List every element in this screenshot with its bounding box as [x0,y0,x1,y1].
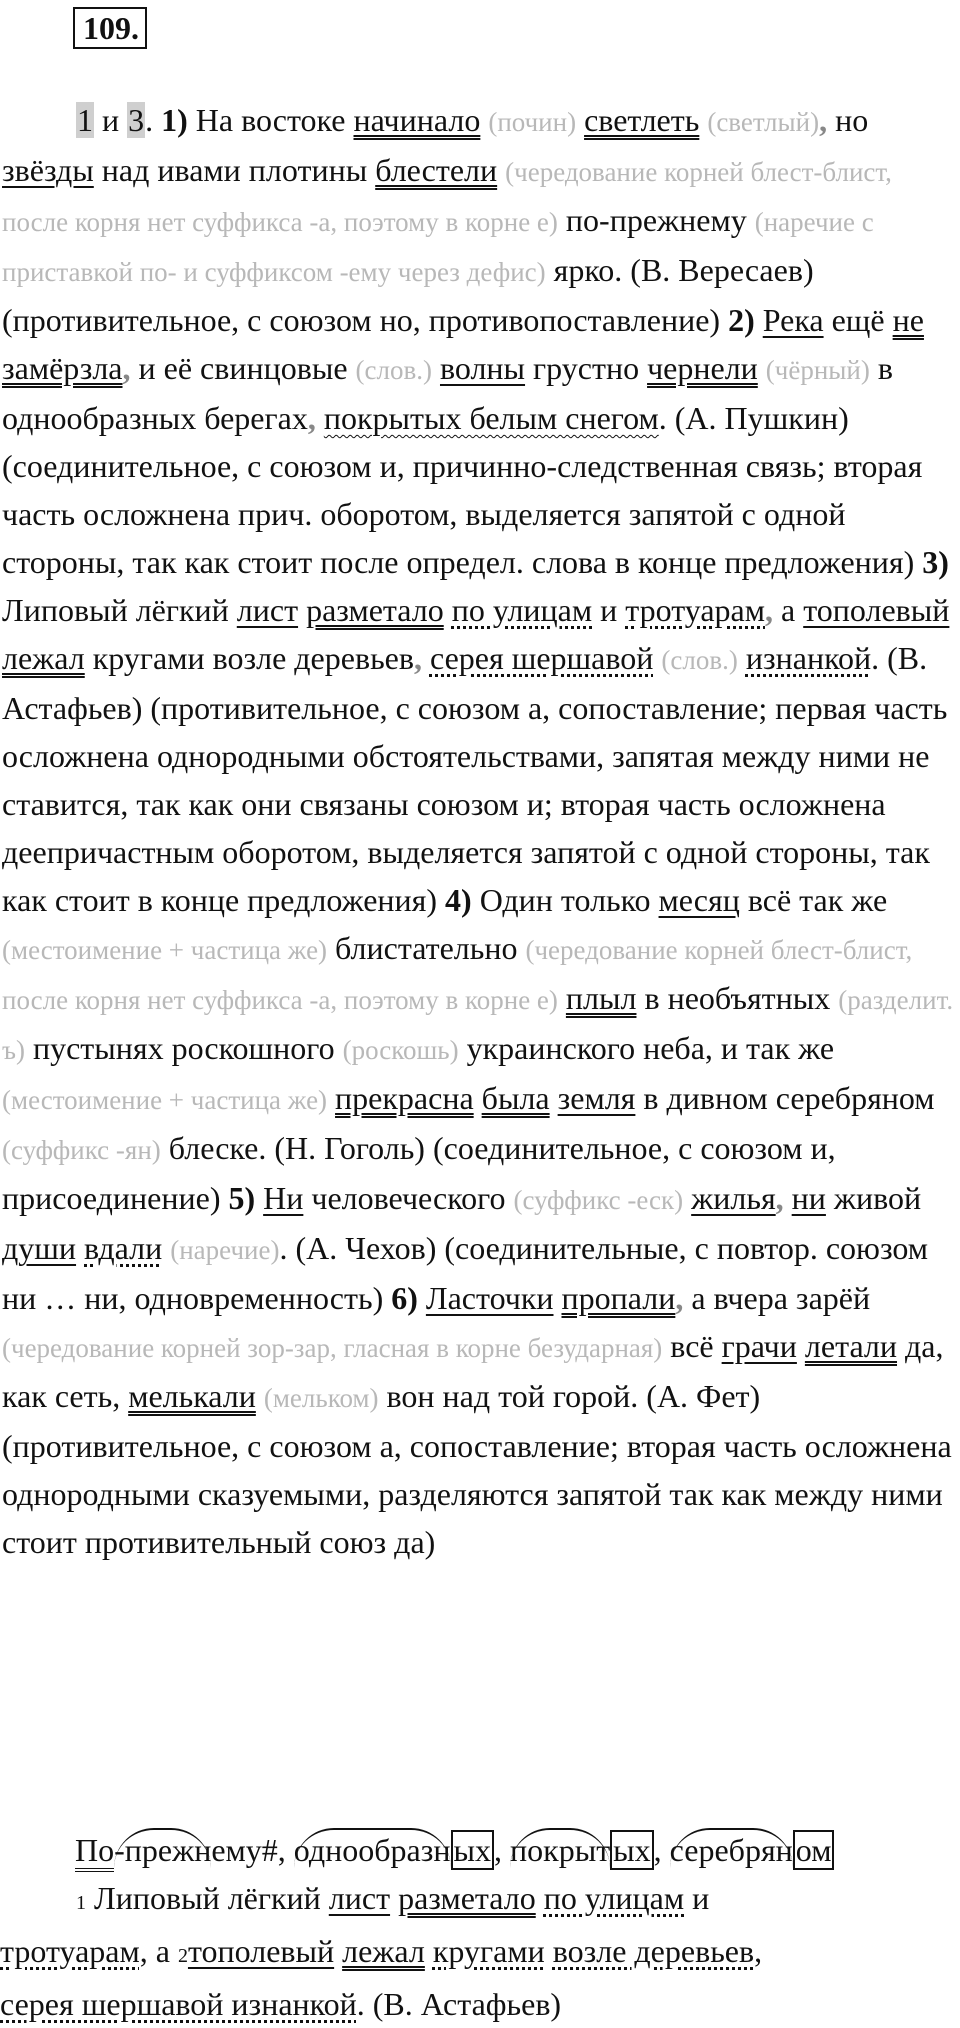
morph-null-ending: # [261,1832,278,1868]
predicate-prekrasna: прекрасна [335,1080,474,1116]
subject-mesyac: месяц [658,882,740,918]
sentence-3-num: 3) [922,544,949,580]
subject-list: лист [236,592,299,628]
scheme-adverbial-4: возле деревьев [552,1933,755,1969]
scheme-adverbial-3: кругами [432,1933,545,1969]
predicate-svetlet: светлеть [584,102,700,138]
morph-root: однообразн [294,1828,451,1868]
adverbial-po-ulicam: по улицам [451,592,593,628]
morph-word-odnoobraznyh [294,1826,494,1874]
conjunction-ni-1: Ни [263,1180,304,1216]
exercise-number: 109. [73,7,147,49]
morph-ending: ом [793,1830,835,1870]
conjunction-ni-2: ни [791,1180,826,1216]
subject-dushi: души [2,1230,77,1266]
part-marker-3: 3 [128,102,145,138]
predicate-propali: пропали [561,1280,676,1316]
adverbial-trotuaram: тротуарам [625,592,765,628]
sentence-4-num: 4) [445,882,472,918]
predicate-razmetalo: разметало [306,592,444,628]
predicate-lezhal: лежал [2,640,85,676]
morph-root: покрыт [510,1828,610,1868]
exercise-paragraph: 1 и 3. 1) На востоке начинало (почин) светлеть (светлый), но звёзды над ивами плотины блестели (чередование корней блест-блист, после корня нет суффикса -а, поэтому в корне е) по-прежнему (наречие с приставкой по- и суффиксом -ему через дефис) ярко. (В. Вересаев) (противительное, с союзом но, противопоставление) 2) Река ещё не замёрзла, и её свинцовые (слов.) волны грустно чернели (чёрный) в однообразных берегах, покрытых белым снегом. (А. Пушкин) (соединительное, с союзом и, причинно-следственная связь; вторая часть осложнена прич. оборотом, выделяется запятой с одной стороны, так как стоит после определ. слова в конце предложения) 3) Липовый лёгкий лист разметало по улицам и тротуарам, а тополевый лежал кругами возле деревьев, серея шершавой (слов.) изнанкой. (В. Астафьев) (противительное, с союзом а, сопоставление; первая часть осложнена однородными обстоятельствами, запятая между ними не ставится, так как они связаны союзом и; вторая часть осложнена деепричастным оборотом, выделяется запятой с одной стороны, так как стоит в конце предложения) 4) Один только месяц всё так же (местоимение + частица же) блистательно (чередование корней блест-блист, после корня нет суффикса -а, поэтому в корне е) плыл в необъятных (разделит. ъ) пустынях роскошного (роскошь) украинского неба, и так же (местоимение + частица же) прекрасна была земля в дивном серебряном (суффикс -ян) блеске. (Н. Гоголь) (соединительное, с союзом и, присоединение) 5) Ни человеческого (суффикс -еск) жилья, ни живой души вдали (наречие). (А. Чехов) (соединительные, с повтор. союзом ни … ни, одновременность) 6) Ласточки пропали, а вчера зарёй (чередование корней зор-зар, гласная в корне безударная) всё грачи летали да, как сеть, мелькали (мельком) вон над той горой. (А. Фет) (противительное, с союзом а, сопоставление; вторая часть осложнена однородными сказуемыми, разделяются запятой так как между ними стоит противительный союз да) [2,102,954,1560]
scheme-adverbial-2: тротуарам [0,1933,140,1969]
subject-reka: Река [762,302,824,338]
word-poprezhnemu: по-прежнему [565,202,747,238]
scheme-subject-2: тополевый [187,1933,335,1969]
predicate-nachinalo: начинало [353,102,481,138]
sentence-2-num: 2) [728,302,755,338]
scheme-subject-1: лист [328,1880,391,1916]
morph-suffix: ему [211,1832,262,1868]
scheme-adverbial-1: по улицам [543,1880,685,1916]
morph-ending: ых [610,1830,654,1870]
sentence-scheme [0,1874,960,2028]
predicate-plyl: плыл [565,980,637,1016]
morph-word-poprezhnemu [75,1826,278,1874]
gerund-phrase-end: изнанкой [745,640,872,676]
predicate-blesteli: блестели [375,152,498,188]
sentence-5-num: 5) [228,1180,256,1216]
sentence-6-num: 6) [391,1280,418,1316]
predicate-cherneli: чернели [647,350,758,386]
subject-grachi: грачи [721,1328,797,1364]
scheme-line-3: серея шершавой изнанкой. (В. Астафьев) [0,1986,562,2022]
morpheme-analysis: По-прежнему#, однообразных, покрытых, серебряном [75,1826,834,1874]
exercise-text [2,96,958,1566]
subject-zemlya: земля [557,1080,636,1116]
scheme-line-2: тротуарам, а 2тополевый лежал кругами возле деревьев, [0,1933,763,1969]
morph-root: серебрян [670,1828,793,1868]
scheme-predicate-1: разметало [398,1880,536,1916]
predicate-melkali: мелькали [128,1378,256,1414]
morph-root: -прежн [114,1828,211,1868]
scheme-line-1: 1 Липовый лёгкий лист разметало по улицам и [76,1880,710,1916]
gerund-phrase: серея шершавой [429,640,654,676]
morph-word-pokrytyh [510,1826,654,1874]
scheme-gerund-phrase: серея шершавой изнанкой [0,1986,357,2022]
morph-ending: ых [451,1830,495,1870]
morph-prefix: По [75,1832,114,1872]
subject-lastochki: Ласточки [425,1280,554,1316]
morph-word-serebryanom [670,1826,835,1874]
subject-topolevyj: тополевый [803,592,950,628]
subject-zhilya: жилья [691,1180,776,1216]
participial-phrase: покрытых белым снегом [323,400,659,436]
subject-zvezdy: звёзды [2,152,94,188]
predicate-letali: летали [804,1328,898,1364]
part-marker-1: 1 [77,102,93,138]
scheme-predicate-2: лежал [342,1933,425,1969]
sentence-1-num: 1) [161,102,188,138]
subject-volny: волны [439,350,526,386]
predicate-byla: была [481,1080,550,1116]
adverbial-vdali: вдали [84,1230,163,1266]
predicate-ne-zamerzla: не замёрзла [2,302,924,386]
